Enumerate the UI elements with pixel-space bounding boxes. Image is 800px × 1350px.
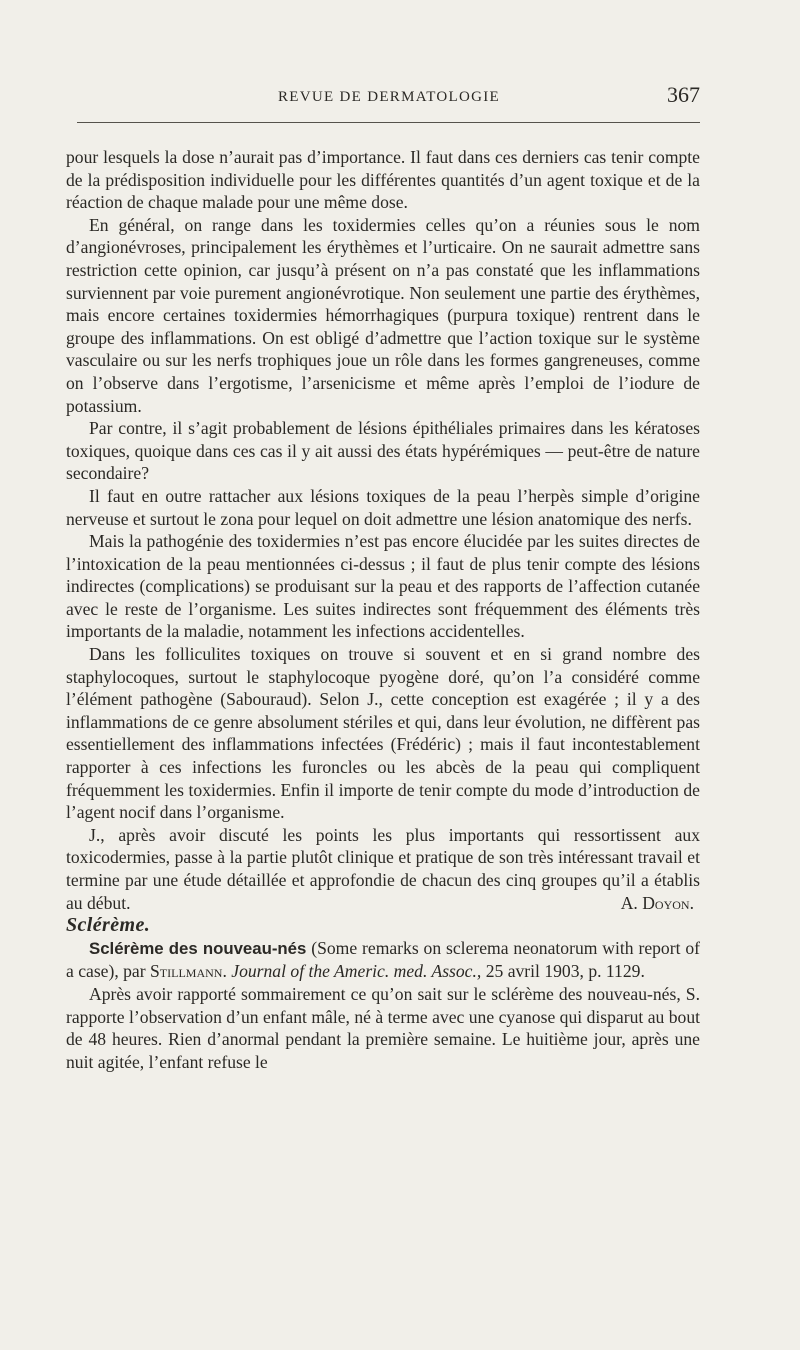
paragraph-2: En général, on range dans les toxidermies celles qu’on a réunies sous le nom d’angionévroses, principalement les érythèmes et l’urticaire. On ne saurait admettre sans restriction cette opinion, car jusqu’à présent on n’a pas constaté que les inflammations surviennent par voie purement angionévrotique. Non seulement une partie des érythèmes, mais encore certaines toxidermies hémorrhagiques (purpura toxique) rentrent dans le groupe des inflammations. On est obligé d’admettre que l’action toxique sur le système vasculaire ou sur les nerfs trophiques joue un rôle dans les formes gangreneuses, comme on l’observe dans l’ergotisme, l’arsenicisme et même après l’emploi de l’iodure de potassium. — [66, 214, 700, 416]
paragraph-3: Par contre, il s’agit probablement de lésions épithéliales primaires dans les kératoses toxiques, quoique dans ces cas il y ait aussi des états hypérémiques — peut-être de nature secondaire? — [66, 418, 700, 484]
page — [66, 82, 700, 1072]
running-title: REVUE DE DERMATOLOGIE — [278, 89, 501, 105]
paragraph-6: Dans les folliculites toxiques on trouve si souvent et en si grand nombre des staphylocoques, surtout le staphylocoque pyogène doré, qu’on l’a considéré comme l’élément pathogène (Sabouraud). Selon J., cette conception est exagérée ; il y a des inflammations de ce genre absolument stériles et qui, dans leur évolution, ne diffèrent pas essentiellement des inflammations infectées (Frédéric) ; mais il faut incontestablement rapporter à ces infections les furoncles ou les abcès de la peau qui compliquent fréquemment les toxidermies. Enfin il importe de tenir compte du mode d’introduction de l’agent nocif dans l’organisme. — [66, 644, 700, 823]
article-journal: Journal of the Americ. med. Assoc., — [231, 961, 482, 982]
article-date: 25 avril 1903, p. 1129. — [485, 961, 645, 982]
page-header — [66, 82, 700, 112]
header-rule — [77, 122, 700, 123]
section-title: Sclérème. — [66, 914, 151, 937]
body-text — [66, 146, 700, 1073]
paragraph-4: Il faut en outre rattacher aux lésions toxiques de la peau l’herpès simple d’origine nerveuse et surtout le zona pour lequel on doit admettre une lésion anatomique des nerfs. — [66, 485, 700, 529]
page-number: 367 — [667, 82, 700, 107]
article-author: Stillmann. — [150, 961, 227, 982]
author-signature: A. Doyon. — [620, 892, 694, 913]
paragraph-7 — [66, 824, 700, 914]
paragraph-5: Mais la pathogénie des toxidermies n’est pas encore élucidée par les suites directes de l’intoxication de la peau mentionnées ci-dessus ; il faut de plus tenir compte des lésions indirectes (complications) se produisant sur la peau et des rapports de l’affection cutanée avec le reste de l’organisme. Les suites indirectes sont fréquemment des éléments très importants de la maladie, notamment les infections accidentelles. — [66, 531, 700, 642]
paragraph-1: pour lesquels la dose n’aurait pas d’importance. Il faut dans ces derniers cas tenir compte de la prédisposition individuelle pour les différentes quantités d’un agent toxique et de la réaction de chaque malade pour une même dose. — [66, 147, 700, 213]
paragraph-8: Après avoir rapporté sommairement ce qu’on sait sur le sclérème des nouveau-nés, S. rapporte l’observation d’un enfant mâle, né à terme avec une cyanose qui disparut au bout de 48 heures. Rien d’anormal pendant la première semaine. Le huitième jour, après une nuit agitée, l’enfant refuse le — [66, 983, 700, 1072]
article-reference — [66, 937, 700, 983]
article-subtitle: (Some remarks on sclerema neonatorum with report of a case), par — [66, 937, 700, 982]
paragraph-7-text: J., après avoir discuté les points les plus importants qui ressortissent aux toxicodermies, passe à la partie plutôt clinique et pratique de son très intéressant travail et termine par une étude détaillée et approfondie de chacun des cinq groupes qu’il a établis au début. — [66, 824, 700, 913]
article-title: Sclérème des nouveau-nés — [89, 938, 307, 958]
